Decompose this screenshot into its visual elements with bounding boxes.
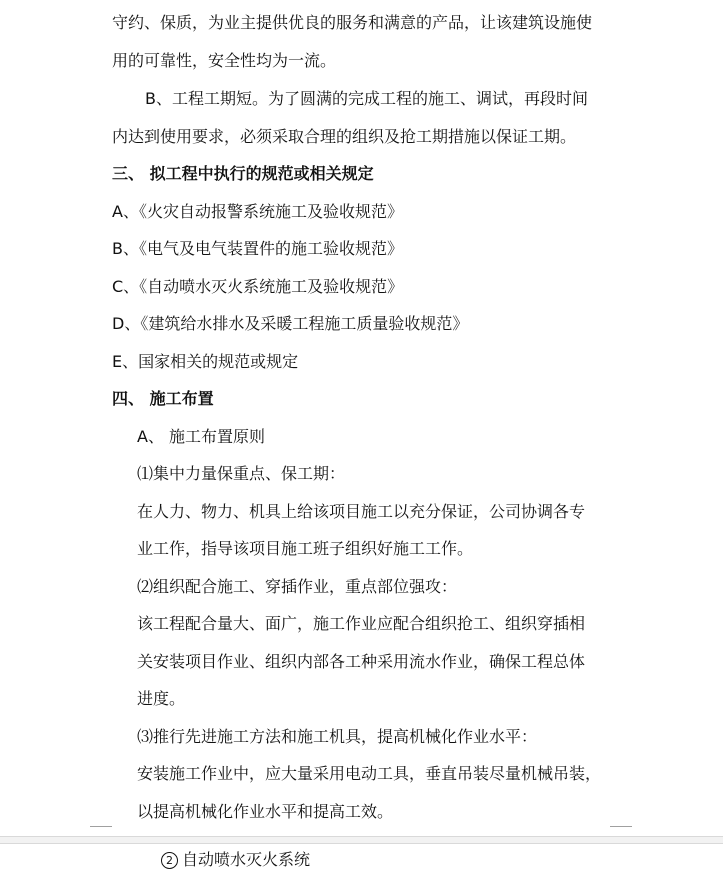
section-heading-3: 三、 拟工程中执行的规范或相关规定 [112,164,374,183]
standard-item: B、《电气及电气装置件的施工验收规范》 [112,239,403,258]
standard-item: C、《自动喷水灭火系统施工及验收规范》 [112,277,404,296]
next-page-heading-text: 自动喷水灭火系统 [182,850,311,869]
paragraph-line: 安装施工作业中，应大量采用电动工具，垂直吊装尽量机械吊装， [137,764,602,783]
paragraph-line: 以提高机械化作业水平和提高工效。 [137,802,394,821]
page-break-gap [0,836,723,844]
margin-corner-mark [610,826,632,835]
paragraph-line: 在人力、物力、机具上给该项目施工以充分保证，公司协调各专 [137,502,586,521]
paragraph-line: 内达到使用要求，必须采取合理的组织及抢工期措施以保证工期。 [112,127,577,146]
next-page-heading [161,850,310,870]
paragraph-line: B、工程工期短。为了圆满的完成工程的施工、调试，再段时间 [145,89,588,108]
subsection-heading: A、 施工布置原则 [137,427,266,446]
standard-item: D、《建筑给水排水及采暖工程施工质量验收规范》 [112,314,469,333]
next-page [0,844,723,882]
paragraph-line: 用的可靠性，安全性均为一流。 [112,51,337,70]
paragraph-line: 守约、保质，为业主提供优良的服务和满意的产品，让该建筑设施使 [112,13,593,32]
paragraph-line: 进度。 [137,689,186,708]
paragraph-line: ⑵组织配合施工、穿插作业，重点部位强攻： [137,577,458,596]
standard-item: A、《火灾自动报警系统施工及验收规范》 [112,202,403,221]
circled-number-marker: 2 [161,852,178,869]
paragraph-line: ⑴集中力量保重点、保工期： [137,464,346,483]
section-heading-4: 四、 施工布置 [112,389,214,408]
paragraph-line: 关安装项目作业、组织内部各工种采用流水作业，确保工程总体 [137,652,586,671]
margin-corner-mark [90,826,112,835]
standard-item: E、国家相关的规范或规定 [112,352,299,371]
paragraph-line: 业工作，指导该项目施工班子组织好施工工作。 [137,539,474,558]
paragraph-line: ⑶推行先进施工方法和施工机具，提高机械化作业水平： [137,727,538,746]
paragraph-line: 该工程配合量大、面广，施工作业应配合组织抢工、组织穿插相 [137,614,586,633]
